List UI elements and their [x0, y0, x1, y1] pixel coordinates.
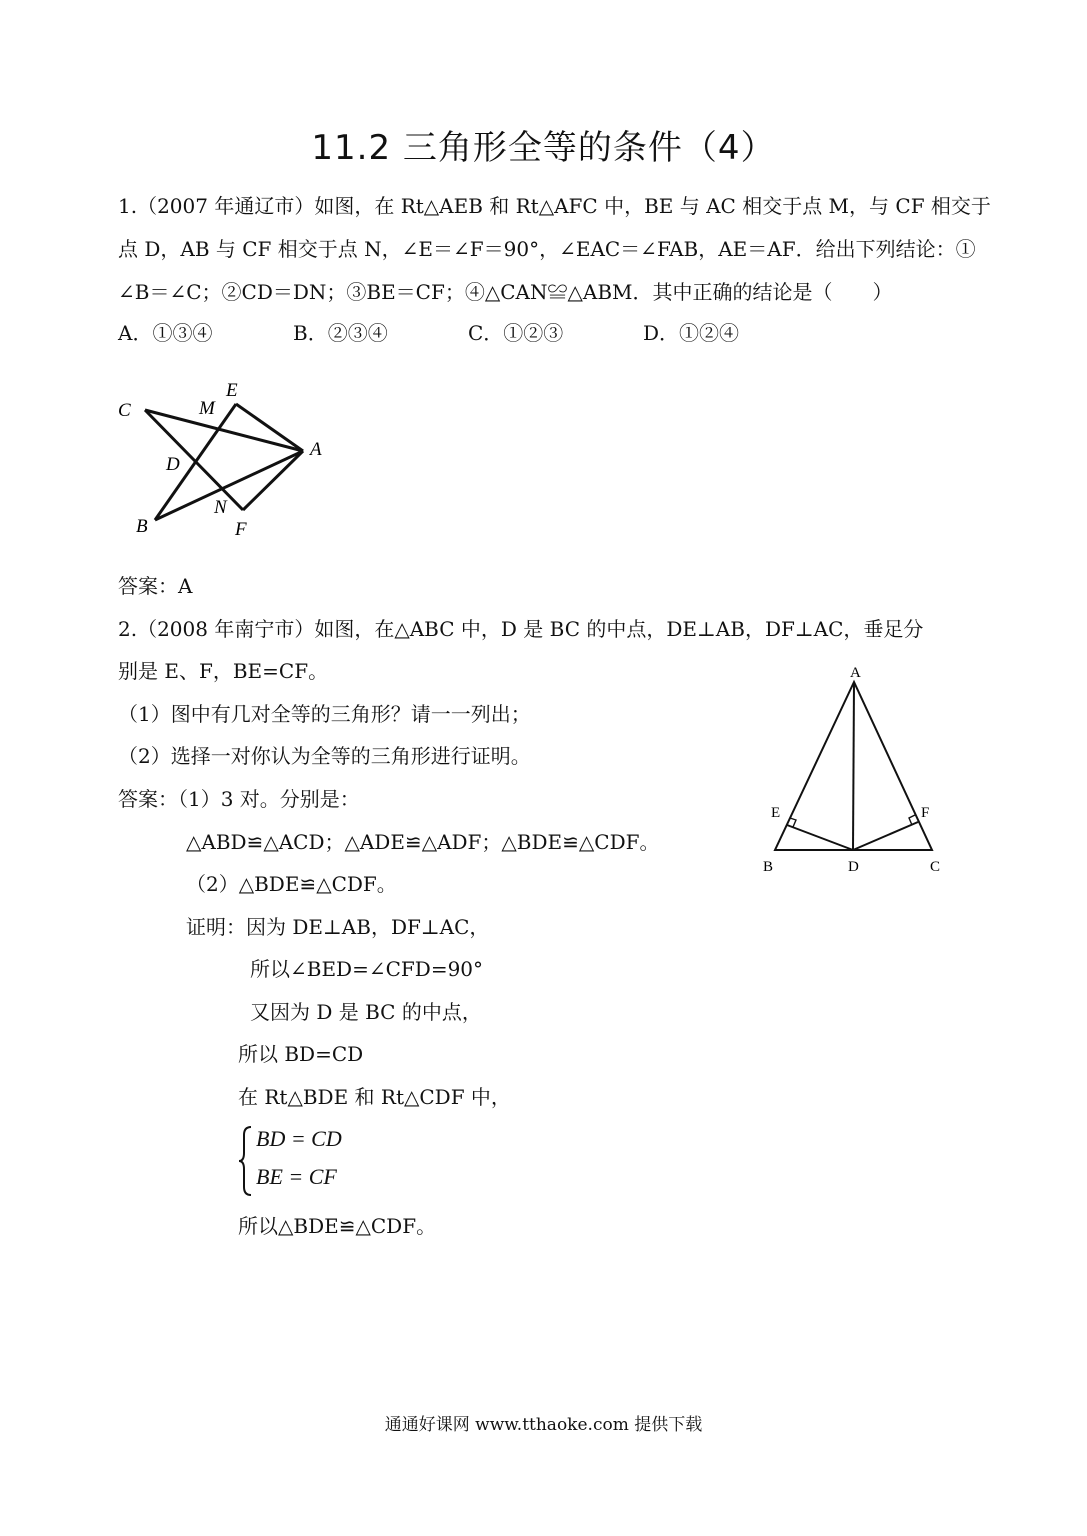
segment-ea — [236, 404, 303, 451]
q2-proof-line-3: 又因为 D 是 BC 的中点， — [250, 1000, 482, 1024]
q1-answer: 答案：A — [118, 574, 193, 598]
q1-line-3: ∠B＝∠C；②CD＝DN；③BE＝CF；④△CAN≌△ABM．其中正确的结论是（ ） — [118, 280, 893, 304]
system-eq-2: BE = CF — [256, 1164, 337, 1189]
q1-option-c: C．①②③ — [468, 321, 564, 345]
q2-line-2: 别是 E、F，BE=CF。 — [118, 659, 329, 683]
q2-sub-2: （2）选择一对你认为全等的三角形进行证明。 — [118, 744, 531, 768]
q2-conclusion: 所以△BDE≌△CDF。 — [238, 1214, 437, 1238]
segment-cf — [145, 410, 243, 510]
label-a: A — [310, 439, 322, 460]
label-e: E — [226, 380, 238, 401]
q2-proof-line-4: 所以 BD=CD — [238, 1042, 364, 1066]
q2-answer-2: （2）△BDE≌△CDF。 — [186, 872, 397, 896]
q2-line-1: 2.（2008 年南宁市）如图，在△ABC 中，D 是 BC 的中点，DE⊥AB，DF⊥AC，垂足分 — [118, 617, 924, 641]
label-c: C — [118, 400, 131, 421]
q1-option-a: A．①③④ — [118, 321, 213, 345]
system-eq-1: BD = CD — [256, 1126, 342, 1151]
segment-af — [243, 451, 303, 510]
q2-proof-line-2: 所以∠BED=∠CFD=90° — [250, 957, 484, 981]
page-footer: 通通好课网 www.tthaoke.com 提供下载 — [384, 1415, 703, 1435]
q1-line-1: 1.（2007 年通辽市）如图，在 Rt△AEB 和 Rt△AFC 中，BE 与 AC 相交于点 M，与 CF 相交于 — [118, 194, 991, 218]
q1-line-2: 点 D，AB 与 CF 相交于点 N，∠E＝∠F＝90°，∠EAC＝∠FAB，AE＝AF．给出下列结论：① — [118, 237, 976, 261]
label-n: N — [214, 497, 227, 518]
label-b: B — [136, 516, 148, 537]
page-title: 11.2 三角形全等的条件（4） — [311, 128, 776, 168]
q2-pairs: △ABD≌△ACD；△ADE≌△ADF；△BDE≌△CDF。 — [186, 830, 660, 854]
q2-sub-1: （1）图中有几对全等的三角形？请一一列出； — [118, 702, 531, 726]
q1-option-d: D．①②④ — [643, 321, 740, 345]
segment-df — [853, 822, 918, 850]
label-c: C — [930, 859, 941, 875]
q2-proof-line-1: 证明：因为 DE⊥AB，DF⊥AC， — [186, 915, 490, 939]
system-brace — [238, 1125, 254, 1197]
segment-ad — [853, 682, 854, 850]
q1-option-b: B．②③④ — [293, 321, 388, 345]
segment-ca — [145, 410, 303, 451]
label-m: M — [199, 398, 215, 419]
label-e: E — [771, 805, 781, 821]
q1-options — [118, 319, 818, 347]
q2-answer-1: 答案：（1）3 对。分别是： — [118, 787, 360, 811]
segment-de — [787, 825, 853, 850]
q2-figure — [755, 660, 955, 880]
label-f: F — [235, 519, 247, 540]
label-f: F — [921, 805, 930, 821]
label-d: D — [166, 454, 180, 475]
label-d: D — [848, 859, 859, 875]
label-b: B — [763, 859, 774, 875]
q2-proof-line-5: 在 Rt△BDE 和 Rt△CDF 中， — [238, 1085, 511, 1109]
q1-figure — [110, 372, 340, 542]
label-a: A — [850, 665, 861, 681]
